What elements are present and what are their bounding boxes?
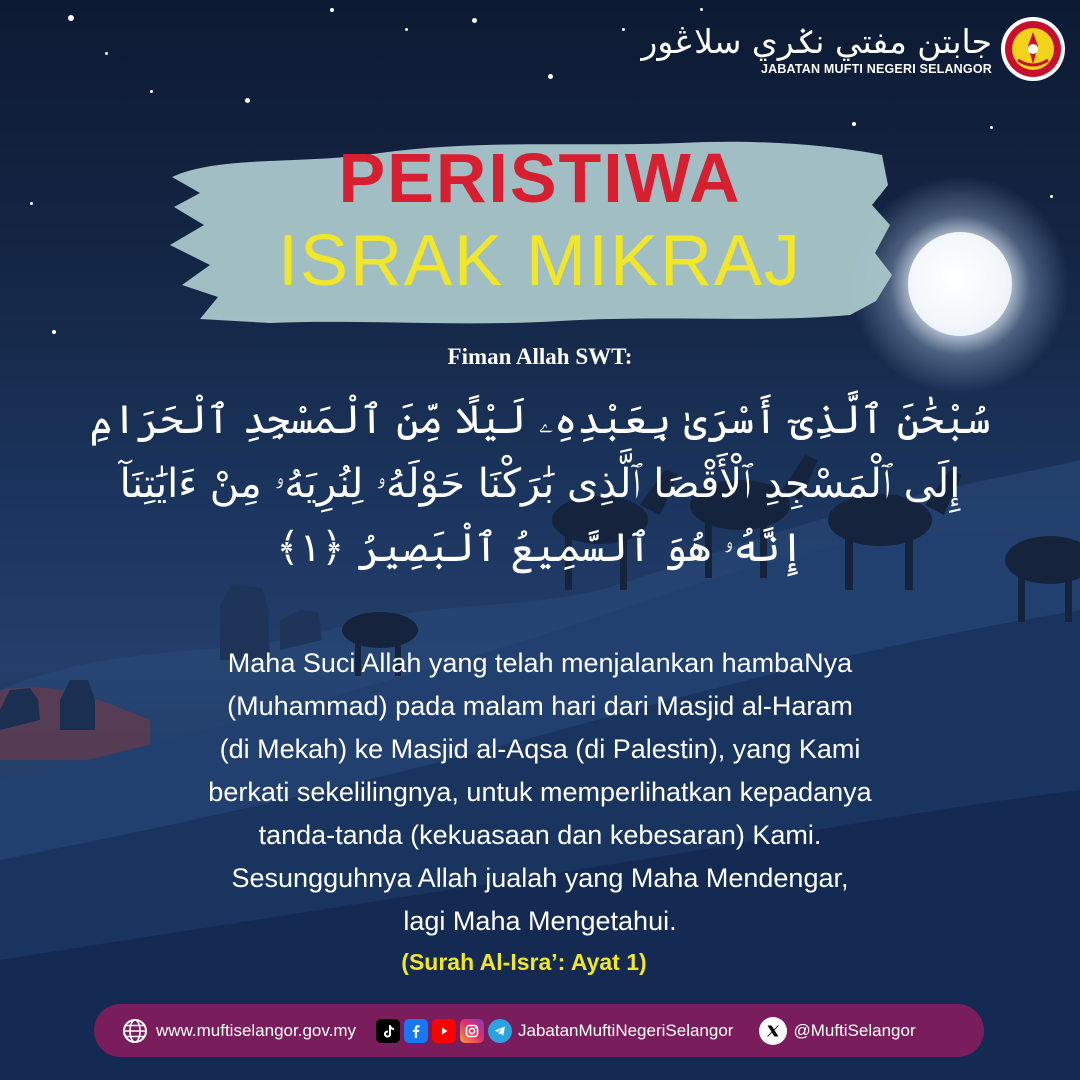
arabic-verse-line: إِنَّهُۥ هُوَ ٱلسَّمِيعُ ٱلْبَصِيرُ ﴿١﴾ (276, 525, 804, 571)
translation-line: (Muhammad) pada malam hari dari Masjid al-Haram (227, 691, 853, 721)
title-line-2: ISRAK MIKRAJ (277, 221, 803, 301)
org-name-arabic: جابتن مفتي نݢري سلاڠور (641, 22, 992, 61)
translation-line: Maha Suci Allah yang telah menjalankan hambaNya (227, 648, 853, 678)
x-icon (759, 1017, 787, 1045)
tiktok-icon[interactable] (376, 1019, 400, 1043)
arabic-verse-line: سُبْحَٰنَ ٱلَّذِىٓ أَسْرَىٰ بِعَبْدِهِۦ لَيْلًا مِّنَ ٱلْمَسْجِدِ ٱلْحَرَامِ (89, 397, 991, 443)
title-line-1: PERISTIWA (338, 139, 742, 217)
social-handle[interactable]: JabatanMuftiNegeriSelangor (517, 1020, 734, 1040)
website-text: www.muftiselangor.gov.my (156, 1020, 356, 1040)
org-name-latin: JABATAN MUFTI NEGERI SELANGOR (760, 62, 992, 76)
youtube-icon[interactable] (432, 1019, 456, 1043)
x-handle: @MuftiSelangor (793, 1020, 916, 1040)
translation-line: (di Mekah) ke Masjid al-Aqsa (di Palestin), yang Kami (219, 734, 861, 764)
translation-line: berkati sekelilingnya, untuk memperlihatkan kepadanya (208, 777, 872, 807)
instagram-icon[interactable] (460, 1019, 484, 1043)
social-links (376, 1019, 733, 1043)
footer-bar (94, 1004, 984, 1057)
translation-line: lagi Maha Mengetahui. (403, 906, 677, 936)
header-logo (641, 16, 1066, 82)
globe-icon (122, 1018, 148, 1044)
translation-line: Sesungguhnya Allah jualah yang Maha Mendengar, (231, 863, 849, 893)
intro-text: Fiman Allah SWT: (447, 344, 633, 369)
translation-text (60, 642, 1020, 943)
arabic-verse (60, 388, 1020, 580)
facebook-icon[interactable] (404, 1019, 428, 1043)
arabic-verse-line: إِلَى ٱلْمَسْجِدِ ٱلْأَقْصَا ٱلَّذِى بَٰرَكْنَا حَوْلَهُۥ لِنُرِيَهُۥ مِنْ ءَايَٰتِنَآ (119, 461, 961, 507)
translation-line: tanda-tanda (kekuasaan dan kebesaran) Kami. (258, 820, 822, 850)
website-link[interactable] (122, 1018, 356, 1044)
x-link[interactable] (759, 1017, 915, 1045)
telegram-icon[interactable] (488, 1019, 512, 1043)
verse-reference: (Surah Al-Isra’: Ayat 1) (401, 949, 647, 975)
selangor-crest-icon (1000, 16, 1066, 82)
